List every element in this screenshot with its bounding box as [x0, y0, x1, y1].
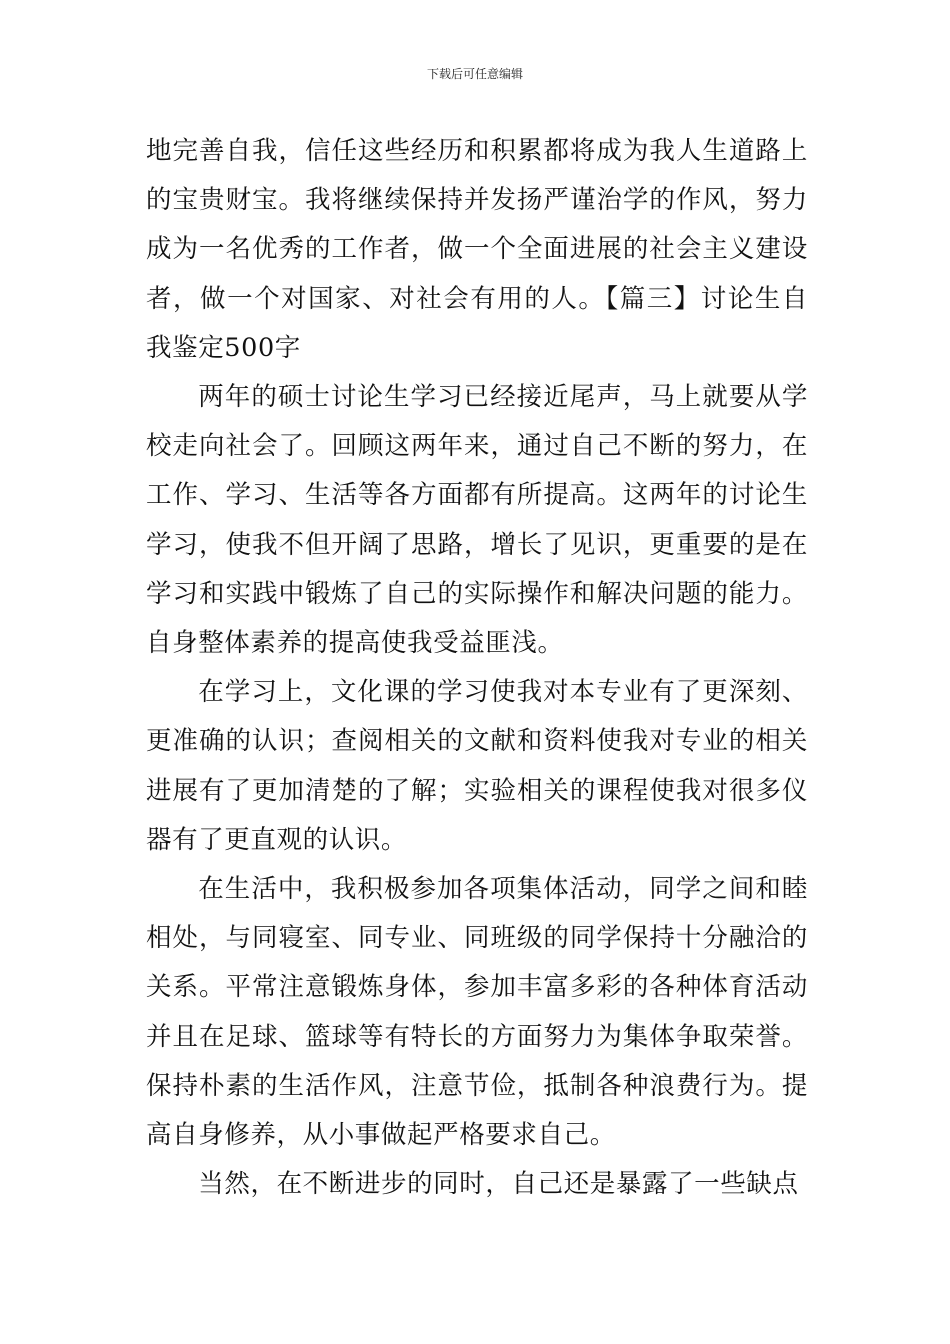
paragraph-shortcomings: 当然，在不断进步的同时，自己还是暴露了一些缺点 [198, 1169, 799, 1200]
paragraph-continuation: 地完善自我，信任这些经历和积累都将成为我人生道路上的宝贵财宝。我将继续保持并发扬严谨治学的作风，努力成为一名优秀的工作者，做一个全面进展的社会主义建设者，做一个对国家、对社会有用的人。【篇三】讨论生自我鉴定500字 [146, 136, 808, 363]
paragraph-study: 在学习上，文化课的学习使我对本专业有了更深刻、更准确的认识；查阅相关的文献和资料使我对专业的相关进展有了更加清楚的了解；实验相关的课程使我对很多仪器有了更直观的认识。 [146, 677, 808, 855]
document-body [146, 127, 808, 1209]
paragraph-life: 在生活中，我积极参加各项集体活动，同学之间和睦相处，与同寝室、同专业、同班级的同学保持十分融洽的关系。平常注意锻炼身体，参加丰富多彩的各种体育活动并且在足球、篮球等有特长的方面努力为集体争取荣誉。保持朴素的生活作风，注意节俭，抵制各种浪费行为。提高自身修养，从小事做起严格要求自己。 [146, 874, 808, 1151]
paragraph-overview: 两年的硕士讨论生学习已经接近尾声，马上就要从学校走向社会了。回顾这两年来，通过自己不断的努力，在工作、学习、生活等各方面都有所提高。这两年的讨论生学习，使我不但开阔了思路，增长了见识，更重要的是在学习和实践中锻炼了自己的实际操作和解决问题的能力。自身整体素养的提高使我受益匪浅。 [146, 382, 808, 659]
header-note: 下载后可任意编辑 [426, 67, 523, 81]
